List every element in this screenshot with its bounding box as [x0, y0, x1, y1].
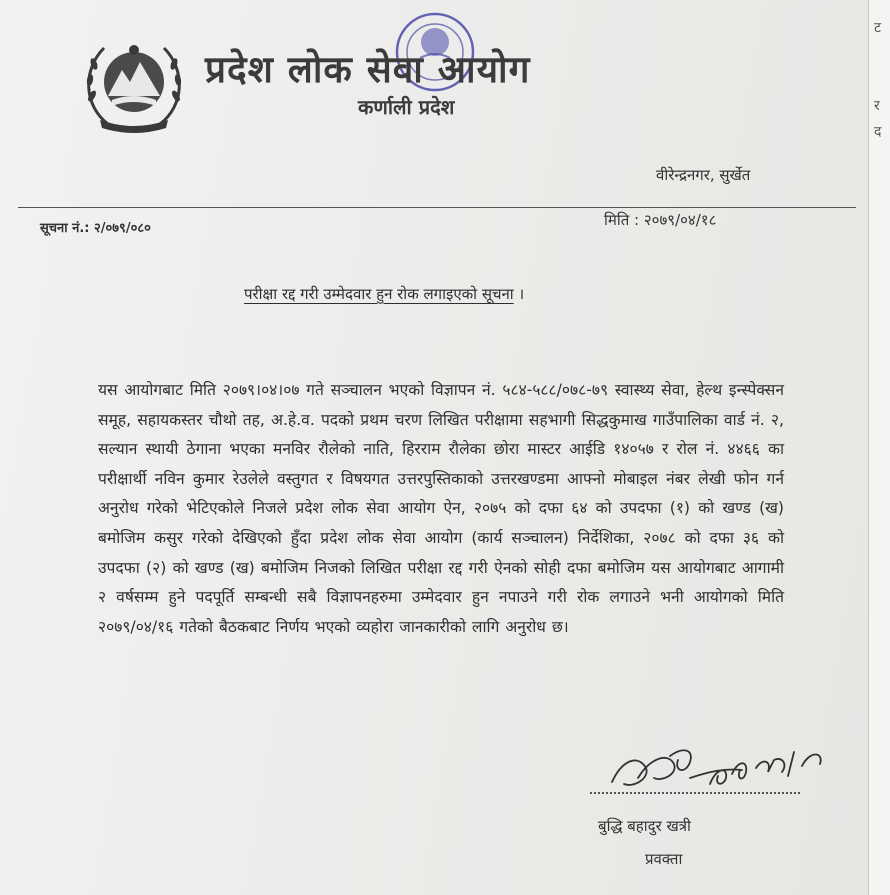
subject-full-stop: । — [513, 285, 525, 303]
handwritten-signature — [598, 738, 838, 808]
office-location: वीरेन्द्रनगर, सुर्खेत — [656, 166, 751, 184]
signatory-title: प्रवक्ता — [645, 850, 683, 868]
edge-glyph: र — [874, 98, 880, 114]
subject-text: परीक्षा रद्द गरी उम्मेदवार हुन रोक लगाइएको सूचना — [244, 285, 514, 303]
organization-title: प्रदेश लोक सेवा आयोग — [205, 48, 531, 91]
edge-glyph: ट — [874, 20, 882, 36]
edge-glyph: द — [874, 124, 882, 140]
signature-line — [590, 792, 800, 794]
organization-province: कर्णाली प्रदेश — [358, 95, 455, 119]
notice-body: यस आयोगबाट मिति २०७९।०४।०७ गते सञ्चालन भएको विज्ञापन नं. ५८४-५८८/०७८-७९ स्वास्थ्य सेवा, हेल्थ इन्स्पेक्सन समूह, सहायकस्तर चौथो तह, अ.हे.व. पदको प्रथम चरण लिखित परीक्षामा सहभागी सिद्धकुमाख गाउँपालिका वार्ड नं. २, सल्यान स्थायी ठेगाना भएका मनविर रौलेको नाति, हिरराम रौलेका छोरा मास्टर आईडि १४०५७ र रोल नं. ४४६६ का परीक्षार्थी नविन कुमार रेउलेले वस्तुगत र विषयगत उत्तरपुस्तिकाको उत्तरखण्डमा आफ्नो मोबाइल नंबर लेखी फोन गर्न अनुरोध गरेको भेटिएकोले निजले प्रदेश लोक सेवा आयोग ऐन, २०७५ को दफा ६४ को उपदफा (१) को खण्ड (ख) बमोजिम कसुर गरेको देखिएको हुँदा प्रदेश लोक सेवा आयोग (कार्य सञ्चालन) निर्देशिका, २०७८ को दफा ३६ को उपदफा (२) को खण्ड (ख) बमोजिम निजको लिखित परीक्षा रद्द गरी ऐनको सोही दफा बमोजिम यस आयोगबाट आगामी २ वर्षसम्म हुने पदपूर्ति सम्बन्धी सबै विज्ञापनहरुमा उम्मेदवार हुन नपाउने गरी रोक लगाउने भनी आयोगको मिति २०७९/०४/१६ गतेको बैठकबाट निर्णय भएको व्यहोरा जानकारीको लागि अनुरोध छ। — [98, 381, 784, 636]
notice-number: सूचना नं.: २/०७९/०८० — [40, 221, 151, 236]
signatory-name: बुद्धि बहादुर खत्री — [598, 817, 691, 835]
notice-date: मिति : २०७९/०४/१८ — [604, 211, 717, 229]
notice-subject — [244, 284, 524, 304]
header-divider — [18, 207, 856, 208]
nepal-emblem-logo — [78, 36, 190, 134]
